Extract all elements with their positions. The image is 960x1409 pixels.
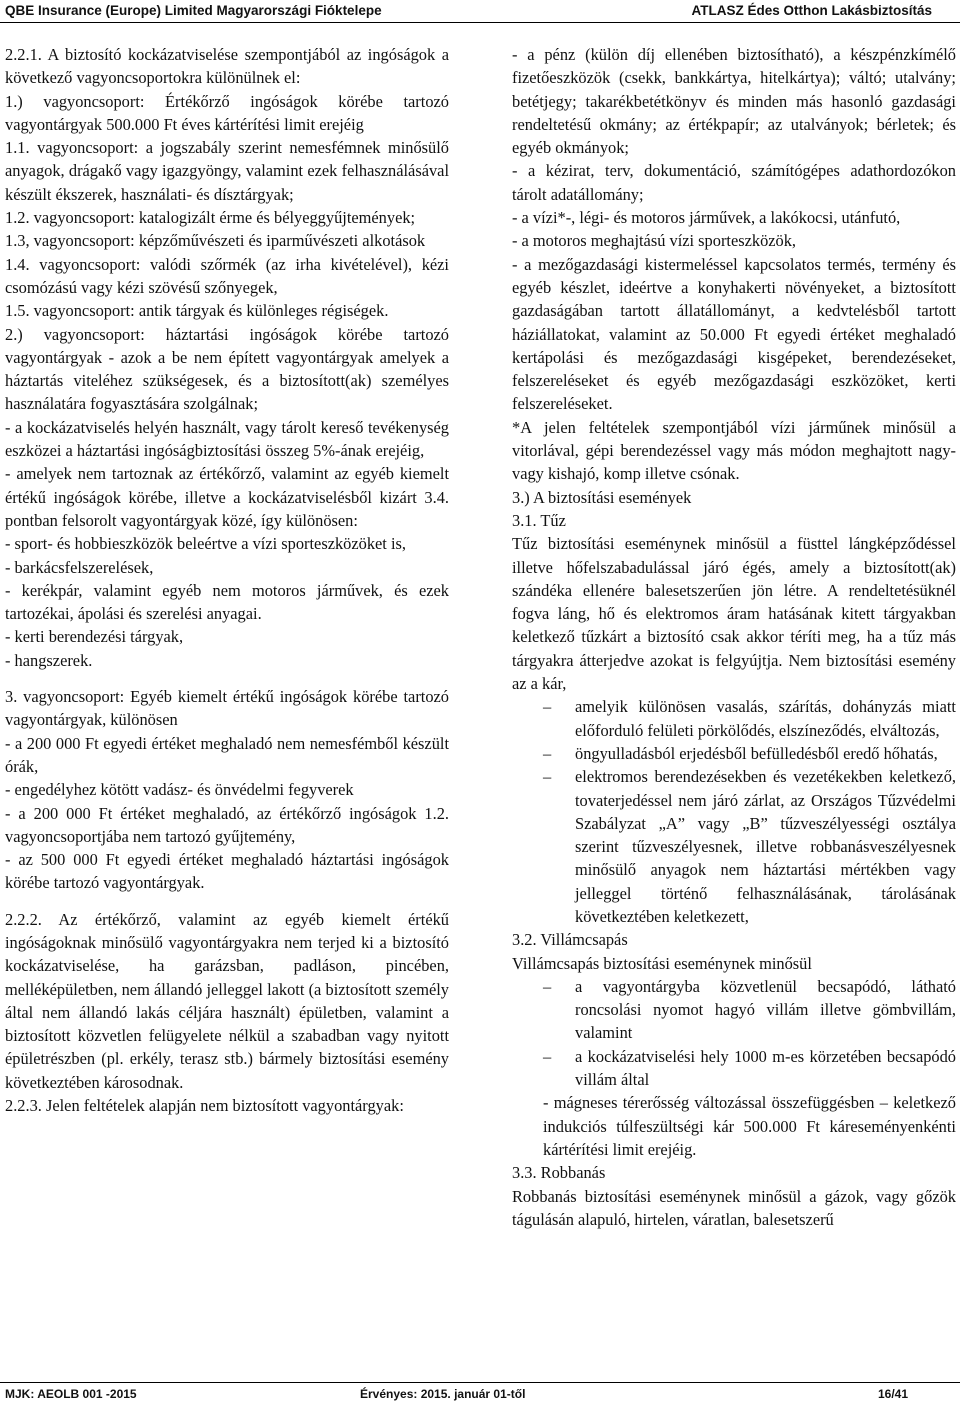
paragraph: - sport- és hobbieszközök beleértve a vízi sporteszközöket is, (5, 534, 406, 554)
paragraph: - engedélyhez kötött vadász- és önvédelmi fegyverek (5, 780, 354, 800)
list-item: – elektromos berendezésekben és vezetékekben keletkező, tovaterjedéssel nem járó zárlat, az Országos Tűzvédelmi Szabályzat „A” vagy „B” tűzveszélyességi osztálya szerint tűzveszélyesnek, illetve robbanásveszélyesnek minősülő anyagok nem háztartási mértékben vagy jelleggel történő felhasználásának, tárolásának következtében keletkezett, (543, 767, 956, 926)
footer-validity: Érvényes: 2015. január 01-től (360, 1387, 526, 1401)
list-item: – a kockázatviselési hely 1000 m-es körzetében becsapódó villám által (543, 1046, 956, 1090)
right-column (512, 43, 956, 1231)
lightning-list (512, 975, 956, 1091)
dash-bullet-icon: – (543, 767, 552, 787)
paragraph: 2.2.3. Jelen feltételek alapján nem biztosított vagyontárgyak: (5, 1096, 404, 1116)
paragraph: - a vízi*-, légi- és motoros járművek, a lakókocsi, utánfutó, (512, 208, 901, 228)
paragraph: 1.) vagyoncsoport: Értékőrző ingóságok körébe tartozó vagyontárgyak 500.000 Ft éves kártérítési limit erejéig (5, 91, 449, 134)
dash-bullet-icon: – (543, 1046, 552, 1066)
paragraph: - hangszerek. (5, 650, 93, 670)
header-rule (0, 22, 960, 23)
list-item: – amelyik különösen vasalás, szárítás, dohányzás miatt előforduló felületi pörkölődés, elszíneződés, elváltozás, (543, 697, 956, 740)
list-item: – a vagyontárgyba közvetlenül becsapódó, látható roncsolási nyomot hagyó villám illetve gömbvillám, valamint (543, 976, 956, 1043)
paragraph: - a 200 000 Ft értéket meghaladó, az értékőrző ingóságok 1.2. vagyoncsoportjába nem tartozó gyűjtemény, (5, 803, 449, 846)
subsection-heading: 3.2. Villámcsapás (512, 930, 628, 950)
paragraph: - kerti berendezési tárgyak, (5, 627, 184, 647)
footer-rule (0, 1382, 960, 1383)
header-company: QBE Insurance (Europe) Limited Magyarországi Fióktelepe (5, 3, 382, 18)
page-header (0, 0, 960, 24)
header-product: ATLASZ Édes Otthon Lakásbiztosítás (691, 3, 932, 18)
footer-page-number: 16/41 (877, 1387, 908, 1401)
fire-exclusion-list (512, 695, 956, 928)
list-item: – öngyulladásból erjedésből befülledésből eredő hőhatás, (512, 742, 956, 765)
paragraph: 1.1. vagyoncsoport: a jogszabály szerint nemesfémnek minősülő anyagok, drágakő vagy igazgyöngy, valamint ezek felhasználásával készült ékszerek, használati- és dísztárgyak; (5, 138, 449, 204)
paragraph: - a kockázatviselés helyén használt, vagy tárolt kereső tevékenység eszközei a háztartási ingóságbiztosítási összeg 5%-ának erejéig, (5, 417, 449, 461)
paragraph: 2.2.1. A biztosító kockázatviselése szempontjából az ingóságok a következő vagyoncsoportokra különülnek el: (5, 45, 449, 88)
paragraph: Robbanás biztosítási eseménynek minősül a gázok, vagy gőzök tágulásán alapuló, hirtelen, váratlan, balesetszerű (512, 1186, 956, 1229)
paragraph: - kerékpár, valamint egyéb nem motoros járművek, és ezek tartozékai, ápolási és szerelési anyagai. (5, 580, 449, 624)
paragraph: 1.4. vagyoncsoport: valódi szőrmék (az irha kivételével), kézi csomózású vagy kézi szövésű szőnyegek, (5, 254, 449, 297)
paragraph: 2.2.2. Az értékőrző, valamint az egyéb kiemelt értékű ingóságoknak minősülő vagyontárgyakra nem terjed ki a biztosító kockázatviselése, ha garázsban, padláson, pincében, melléképületben, nem állandó jelleggel lakott (a biztosított személy által nem állandó lakás céljára használt) épületben, valamint a biztosított közvetlen felügyelete nélkül a szabadban vagy nyitott épületrészben (pl. erkély, terasz stb.) bármely biztosítási esemény következtében károsodnak. (5, 909, 449, 1092)
left-column (5, 43, 449, 1117)
page-footer (0, 1382, 960, 1409)
paragraph: - amelyek nem tartoznak az értékőrző, valamint az egyéb kiemelt értékű ingóságok körébe, illetve a kockázatviselésből kizárt 3.4. pontban felsorolt vagyontárgyak közé, így különösen: (5, 464, 449, 530)
paragraph: - a 200 000 Ft egyedi értéket meghaladó nem nemesfémből készült órák, (5, 733, 449, 776)
footer-doc-code: MJK: AEOLB 001 -2015 (5, 1387, 137, 1401)
paragraph: *A jelen feltételek szempontjából vízi járműnek minősül a vitorlával, gépi berendezéssel vagy más módon meghajtott nagy- vagy kishajó, komp illetve csónak. (512, 417, 956, 484)
paragraph: 1.3, vagyoncsoport: képzőművészeti és iparművészeti alkotások (5, 231, 426, 251)
paragraph: Tűz biztosítási eseménynek minősül a füsttel lángképződéssel illetve hőfelszabadulással járó égés, amely a biztosított(ak) szándéka ellenére balesetszerűen jön létre. A rendeltetésüknél fogva láng, hő és elektromos áram hatásának kitett tárgyakban keletkező tűzkárt a biztosító csak akkor téríti meg, ha a tűz más tárgyakra átterjedve azokat is felgyújtja. Nem biztosítási esemény az a kár, (512, 534, 956, 694)
paragraph: - barkácsfelszerelések, (5, 557, 154, 577)
dash-bullet-icon: – (543, 976, 552, 996)
paragraph: 3. vagyoncsoport: Egyéb kiemelt értékű ingóságok körébe tartozó vagyontárgyak, különösen (5, 687, 449, 730)
dash-bullet-icon: – (543, 743, 552, 763)
paragraph: - az 500 000 Ft egyedi értéket meghaladó háztartási ingóságok körébe tartozó vagyontárgyak. (5, 850, 449, 893)
paragraph: 2.) vagyoncsoport: háztartási ingóságok körébe tartozó vagyontárgyak - azok a be nem épített vagyontárgyak amelyek a háztartás viteléhez szükségesek, és a biztosított(ak) személyes használatára fogyasztására szolgálnak; (5, 324, 449, 414)
dash-bullet-icon: – (543, 697, 552, 717)
paragraph: - mágneses térerősség változással összefüggésben – keletkező indukciós túlfeszültségi kár 500.000 Ft káreseményenkénti kártérítési limit erejéig. (543, 1093, 956, 1159)
paragraph: - a mezőgazdasági kistermeléssel kapcsolatos termés, termény és egyéb készlet, ideértve a konyhakerti növényeket, a biztosított gazdaságában tartott állatállományt, a kedvtelésből tartott háziállatokat, valamint az 50.000 Ft egyedi értéket meghaladó kertápolási és mezőgazdasági kisgépeket, berendezéseket, felszereléseket és egyéb mezőgazdasági eszközöket, kerti felszereléseket. (512, 254, 956, 414)
paragraph: - a motoros meghajtású vízi sporteszközök, (512, 231, 797, 251)
paragraph: 1.2. vagyoncsoport: katalogizált érme és bélyeggyűjtemények; (5, 208, 416, 228)
section-heading: 3.) A biztosítási események (512, 487, 692, 507)
paragraph: 1.5. vagyoncsoport: antik tárgyak és különleges régiségek. (5, 301, 389, 321)
subsection-heading: 3.3. Robbanás (512, 1163, 606, 1183)
paragraph: Villámcsapás biztosítási eseménynek minősül (512, 953, 812, 973)
paragraph: - a pénz (külön díj ellenében biztosítható), a készpénzkímélő fizetőeszközök (csekk, bankkártya, hitelkártya); váltó; utalvány; betétjegy; takarékbetétkönyv és minden más hasonló gazdasági rendeltetésű okmány; az értékpapír; az utalványok; bérletek; és egyéb okmányok; (512, 45, 956, 158)
paragraph: - a kézirat, terv, dokumentáció, számítógépes adathordozókon tárolt adatállomány; (512, 161, 956, 204)
subsection-heading: 3.1. Tűz (512, 510, 566, 530)
